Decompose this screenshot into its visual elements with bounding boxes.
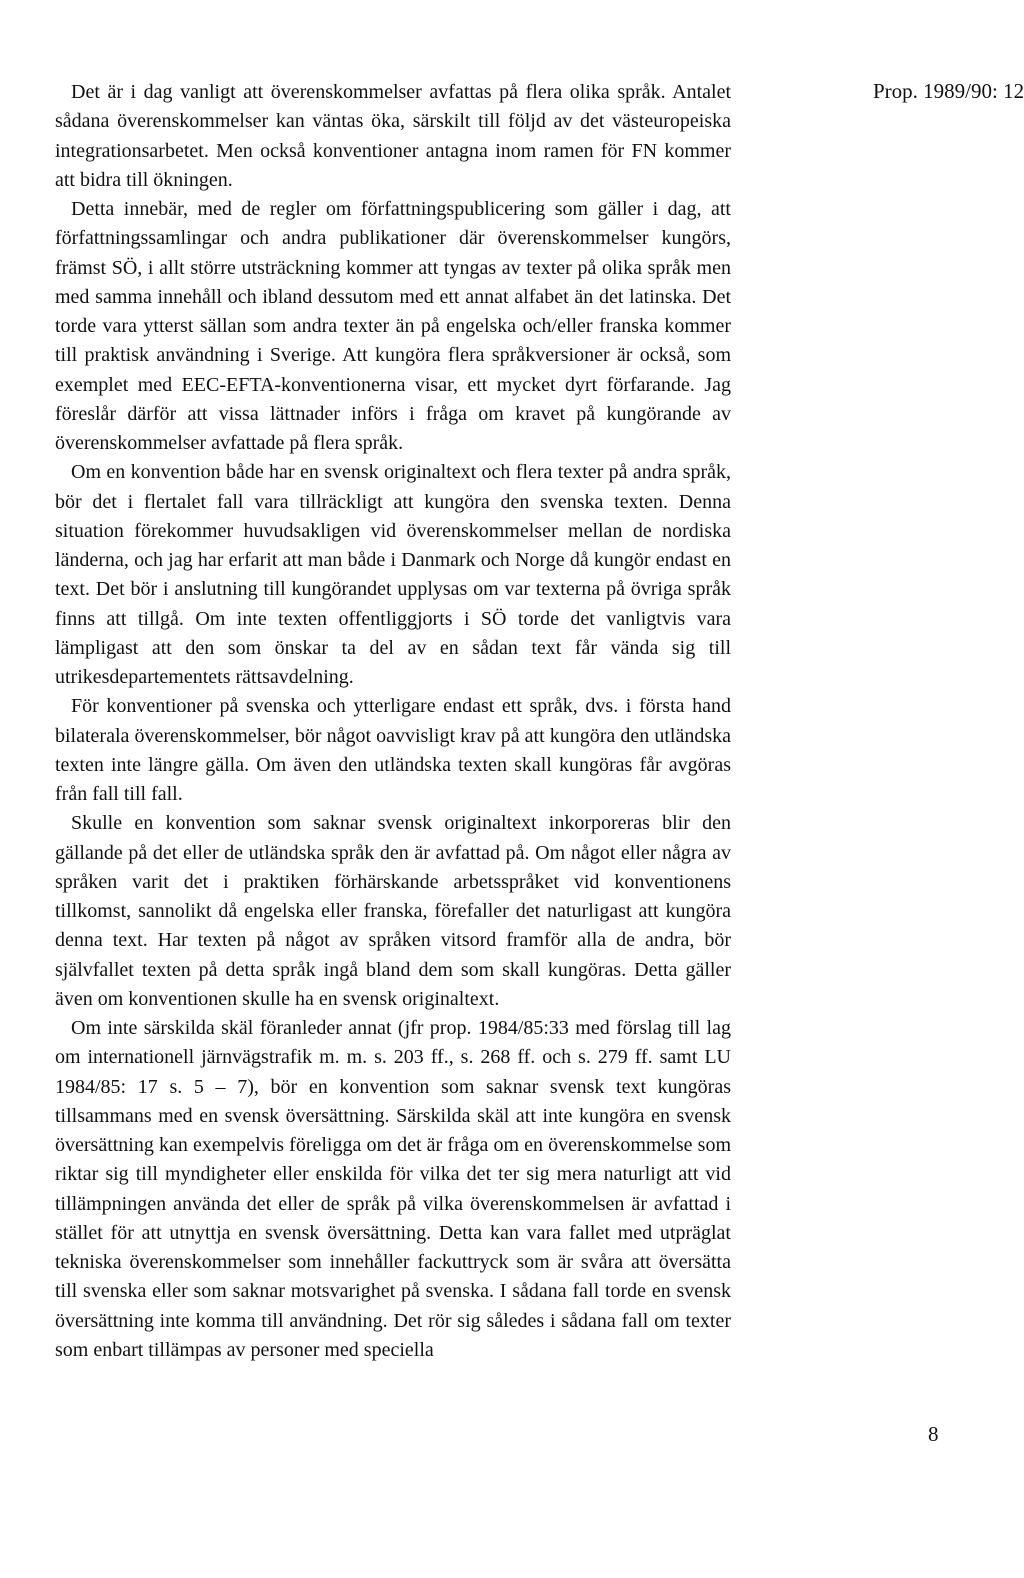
- body-text: [55, 78, 731, 1365]
- paragraph: För konventioner på svenska och ytterligare endast ett språk, dvs. i första hand bilaterala överenskommelser, bör något oavvisligt krav på att kungöra den utländska texten inte längre gälla. Om även den utländska texten skall kungöras får avgöras från fall till fall.: [55, 695, 731, 805]
- paragraph: Om inte särskilda skäl föranleder annat (jfr prop. 1984/85:33 med förslag till lag om internationell järnvägstrafik m. m. s. 203 ff., s. 268 ff. och s. 279 ff. samt LU 1984/85: 17 s. 5 – 7), bör en konvention som saknar svensk text kungöras tillsammans med en svensk översättning. Särskilda skäl att inte kungöra en svensk översättning kan exempelvis föreligga om det är fråga om en överenskommelse som riktar sig till myndigheter eller enskilda för vilka det ter sig mera naturligt att vid tillämpningen använda det eller de språk på vilka överenskommelsen är avfattad i stället för att utnyttja en svensk översättning. Detta kan vara fallet med utpräglat tekniska överenskommelser som innehåller fackuttryck som är svåra att översätta till svenska eller som saknar motsvarighet på svenska. I sådana fall torde en svensk översättning inte komma till användning. Det rör sig således i sådana fall om texter som enbart tillämpas av personer med speciella: [55, 1017, 731, 1361]
- page-number: 8: [928, 1422, 939, 1446]
- paragraph: Om en konvention både har en svensk originaltext och flera texter på andra språk, bör det i flertalet fall vara tillräckligt att kungöra den svenska texten. Denna situation förekommer huvudsakligen vid överenskommelser mellan de nordiska länderna, och jag har erfarit att man både i Danmark och Norge då kungör endast en text. Det bör i anslutning till kungörandet upplysas om var texterna på övriga språk finns att tillgå. Om inte texten offentliggjorts i SÖ torde det vanligtvis vara lämpligast att den som önskar ta del av en sådan text får vända sig till utrikesdepartementets rättsavdelning.: [55, 461, 731, 688]
- running-title: Prop. 1989/90: 12: [873, 79, 1024, 103]
- paragraph: Detta innebär, med de regler om författningspublicering som gäller i dag, att författningssamlingar och andra publikationer där överenskommelser kungörs, främst SÖ, i allt större utsträckning kommer att tyngas av texter på olika språk men med samma innehåll och ibland dessutom med ett annat alfabet än det latinska. Det torde vara ytterst sällan som andra texter än på engelska och/eller franska kommer till praktisk användning i Sverige. Att kungöra flera språkversioner är också, som exemplet med EEC-EFTA-konventionerna visar, ett mycket dyrt förfarande. Jag föreslår därför att vissa lättnader införs i fråga om kravet på kungörande av överenskommelser avfattade på flera språk.: [55, 198, 731, 454]
- paragraph: Skulle en konvention som saknar svensk originaltext inkorporeras blir den gällande på det eller de utländska språk den är avfattad på. Om något eller några av språken varit det i praktiken förhärskande arbetsspråket vid konventionens tillkomst, sannolikt då engelska eller franska, förefaller det naturligast att kungöra denna text. Har texten på något av språken vitsord framför alla de andra, bör självfallet texten på detta språk ingå bland dem som skall kungöras. Detta gäller även om konventionen skulle ha en svensk originaltext.: [55, 812, 731, 1010]
- paragraph: Det är i dag vanligt att överenskommelser avfattas på flera olika språk. Antalet sådana överenskommelser kan väntas öka, särskilt till följd av det västeuropeiska integrationsarbetet. Men också konventioner antagna inom ramen för FN kommer att bidra till ökningen.: [55, 81, 731, 191]
